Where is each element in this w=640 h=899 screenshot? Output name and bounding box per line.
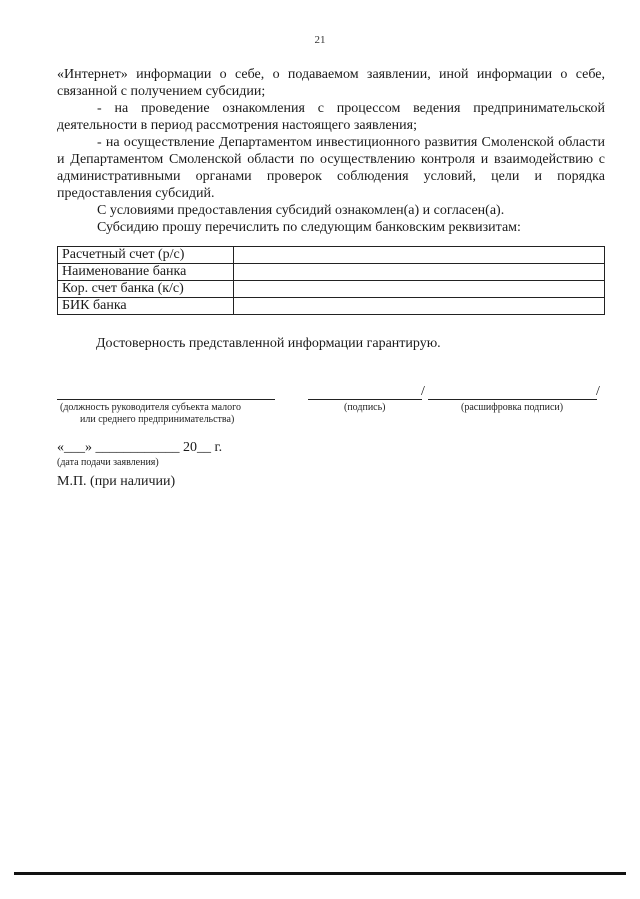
table-row [58,281,605,298]
date-field[interactable]: «___» ____________ 20__ г. [57,440,223,455]
signature-line[interactable] [308,399,422,400]
bottom-divider [14,872,626,875]
position-caption-line1: (должность руководителя субъекта малого [60,402,241,413]
row-label-account: Расчетный счет (р/с) [58,247,234,264]
row-value-bik[interactable] [234,298,605,315]
consent-text [57,66,605,236]
signature-slash-right: / [596,384,600,399]
decoding-line[interactable] [428,399,597,400]
row-label-bik: БИК банка [58,298,234,315]
row-value-account[interactable] [234,247,605,264]
paragraph-familiarization: - на проведение ознакомления с процессом ведения предпринимательской деятельности в период рассмотрения настоящего заявления; [57,101,605,133]
paragraph-bank-request: Субсидию прошу перечислить по следующим банковским реквизитам: [97,220,521,235]
table-row [58,264,605,281]
bank-details-table [57,246,605,315]
position-caption-line2: или среднего предпринимательства) [80,414,235,425]
table-row [58,298,605,315]
decoding-caption: (расшифровка подписи) [461,402,564,413]
table-row [58,247,605,264]
paragraph-agreement: С условиями предоставления субсидий ознакомлен(а) и согласен(а). [97,203,505,218]
row-value-bank-name[interactable] [234,264,605,281]
signature-slash-left: / [421,384,425,399]
signature-caption: (подпись) [344,402,386,413]
submission-date-line [57,440,222,469]
row-value-corr-account[interactable] [234,281,605,298]
row-label-bank-name: Наименование банка [58,264,234,281]
paragraph-inspections: - на осуществление Департаментом инвестиционного развития Смоленской области и Департаментом Смоленской области по осуществлению контроля и взаимодействию с административными органами проверок соблюдения условий, цели и порядка предоставления субсидий. [57,135,605,201]
row-label-corr-account: Кор. счет банка (к/с) [58,281,234,298]
position-signature-line[interactable] [57,399,275,400]
position-caption [60,402,280,426]
date-caption: (дата подачи заявления) [57,457,159,468]
paragraph-internet-info: «Интернет» информации о себе, о подаваемом заявлении, иной информации о себе, связанной с получением субсидии; [57,67,605,99]
guarantee-statement: Достоверность представленной информации гарантирую. [96,336,441,351]
stamp-placeholder: М.П. (при наличии) [57,474,176,489]
page-number: 21 [314,34,326,46]
